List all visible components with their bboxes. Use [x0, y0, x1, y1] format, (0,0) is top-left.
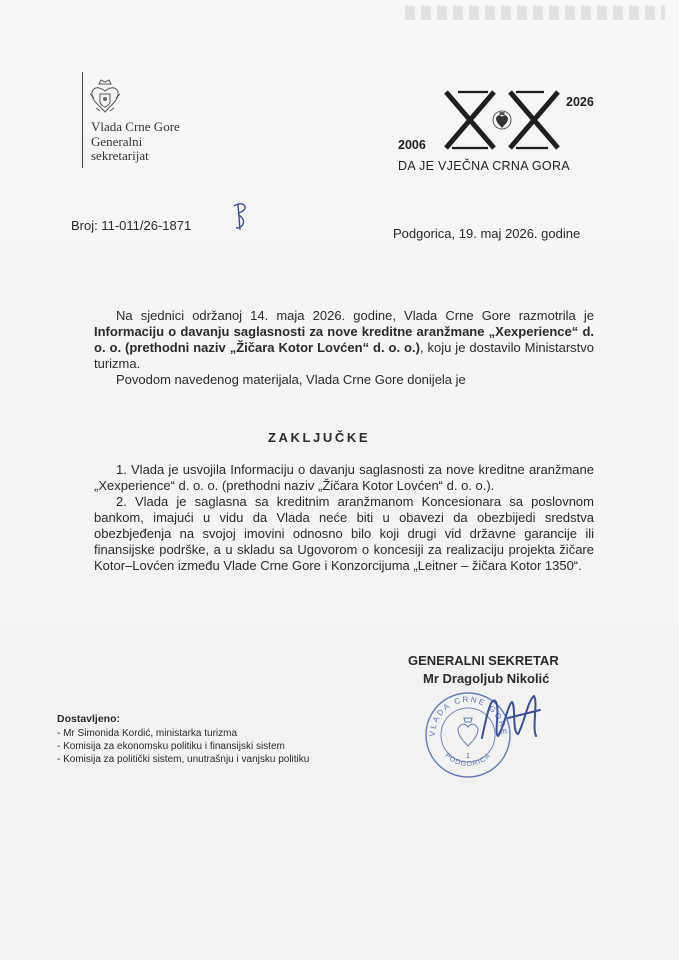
handwritten-signature	[478, 688, 558, 750]
handwritten-initial	[228, 200, 254, 232]
header-divider	[82, 72, 83, 168]
logo-year-right: 2026	[566, 95, 594, 109]
distribution-item: - Komisija za politički sistem, unutrašnju i vanjsku politiku	[57, 754, 310, 765]
intro-paragraph-2: Povodom navedenog materijala, Vlada Crne Gore donijela je	[116, 372, 466, 387]
distribution-list	[57, 713, 309, 766]
conclusions-list	[94, 462, 594, 574]
gov-line-2: Generalni	[91, 133, 143, 149]
government-name	[91, 120, 180, 164]
gov-line-1: Vlada Crne Gore	[91, 119, 180, 134]
logo-tagline: DA JE VJEČNA CRNA GORA	[398, 159, 570, 173]
seal-text-bottom: PODGORICA	[443, 752, 493, 769]
distribution-item: - Mr Simonida Kordić, ministarka turizma	[57, 728, 238, 739]
seal-text-top: VLADA CRNE GORE	[427, 694, 509, 737]
logo-year-left: 2006	[398, 138, 426, 152]
coat-of-arms-icon	[88, 78, 122, 118]
conclusion-1: 1. Vlada je usvojila Informaciju o davanju saglasnosti za nove kreditne aranžmane „Xexperience“ d. o. o. (prethodni naziv „Žičara Kotor Lovćen“ d. o. o.).	[94, 462, 594, 493]
distribution-label: Dostavljeno:	[57, 713, 121, 725]
conclusion-2: 2. Vlada je saglasna sa kreditnim aranžmanom Koncesionara sa poslovnom bankom, imajući u vidu da Vlada neće biti u obavezi da obezbijedi sredstva obezbjeđenja na svojoj imovini odnosno bilo koji drugi vid državne garancije ili finansijske podrške, a u skladu sa Ugovorom o koncesiji za realizaciju projekta žičare Kotor–Lovćen između Vlade Crne Gore i Konzorcijuma „Leitner – žičara Kotor 1350“.	[94, 494, 594, 573]
seal-number: 1	[466, 753, 470, 760]
intro-text-bold: Informaciju o davanju saglasnosti za nove kreditne aranžmane „Xexperience“ d. o. o. (prethodni naziv „Žičara Kotor Lovćen“ d. o. o.)	[94, 324, 594, 355]
signatory-title: GENERALNI SEKRETAR	[408, 653, 559, 668]
intro-paragraph	[94, 308, 594, 372]
intro-text	[94, 308, 594, 388]
place-and-date: Podgorica, 19. maj 2026. godine	[393, 226, 581, 241]
gov-line-3: sekretarijat	[91, 148, 149, 163]
intro-text-a: Na sjednici održanoj 14. maja 2026. godine, Vlada Crne Gore razmotrila je	[116, 308, 594, 323]
distribution-item: - Komisija za ekonomsku politiku i finansijski sistem	[57, 741, 285, 752]
intro-text-b: , koju je dostavilo Ministarstvo turizma.	[94, 340, 594, 371]
bleed-through-text	[405, 6, 665, 20]
reference-number: Broj: 11-011/26-1871	[71, 218, 192, 233]
signatory-name: Mr Dragoljub Nikolić	[423, 671, 550, 686]
conclusions-heading: ZAKLJUČKE	[268, 430, 371, 445]
